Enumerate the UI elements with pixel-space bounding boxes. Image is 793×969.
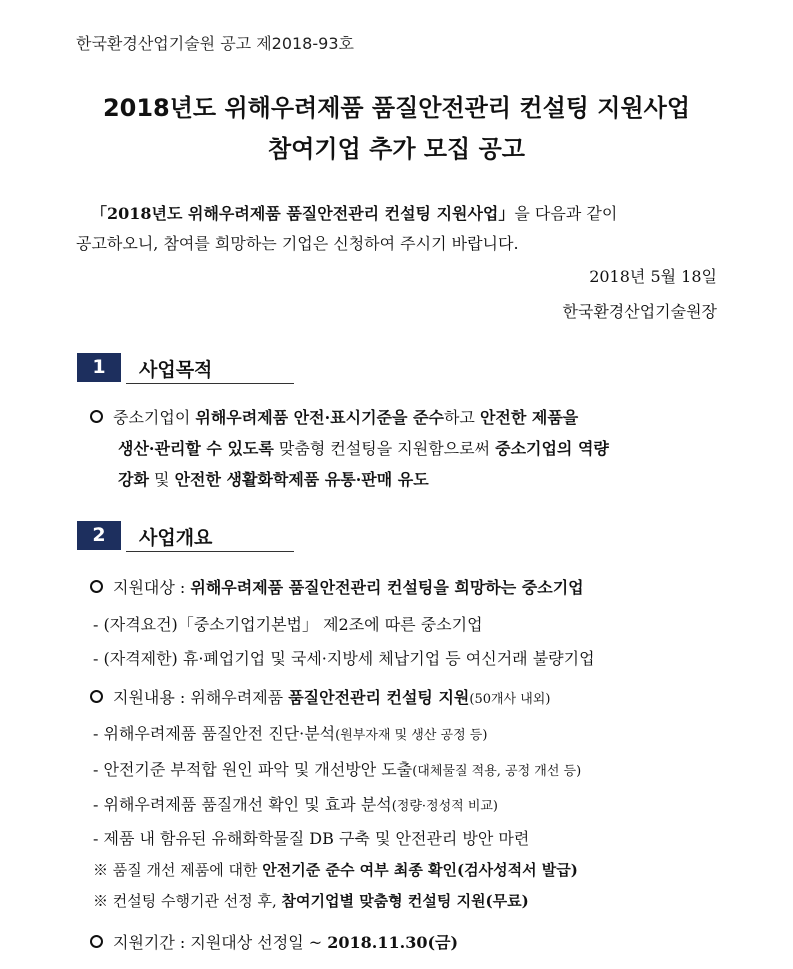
bullet-circle-icon	[90, 580, 103, 593]
purpose-line2	[118, 436, 609, 459]
notice-date: 2018년 5월 18일	[589, 267, 717, 286]
text-bold: 2018.11.30(금)	[327, 933, 459, 952]
text: 하고	[443, 408, 480, 427]
section2-underline	[126, 551, 294, 552]
text-bold: 참여기업별 맞춤형 컨설팅 지원(무료)	[281, 892, 529, 910]
text-small: (대체물질 적용, 공정 개선 등)	[412, 764, 582, 779]
text-bold: 위해우려제품 안전·표시기준을 준수	[195, 408, 444, 427]
bullet-circle-icon	[90, 410, 103, 423]
text-bold: 생산·관리할 수 있도록	[118, 439, 274, 458]
content-item-4: - 제품 내 함유된 유해화학물질 DB 구축 및 안전관리 방안 마련	[93, 829, 530, 848]
text: 지원기간 : 지원대상 선정일 ~	[113, 933, 328, 952]
text: ※ 컨설팅 수행기관 선정 후,	[93, 892, 282, 910]
text-bold: 위해우려제품 품질안전관리 컨설팅을 희망하는 중소기업	[190, 578, 584, 597]
eligibility-restriction: - (자격제한) 휴·폐업기업 및 국세·지방세 체납기업 등 여신거래 불량기업	[93, 649, 595, 668]
text-small: (50개사 내외)	[469, 692, 551, 707]
text-bold: 안전한 생활화학제품 유통·판매 유도	[174, 470, 429, 489]
program-name: 「2018년도 위해우려제품 품질안전관리 컨설팅 지원사업」	[91, 204, 515, 223]
text-bold: 안전기준 준수 여부 최종 확인(검사성적서 발급)	[262, 861, 578, 879]
text-small: (원부자재 및 생산 공정 등)	[335, 728, 488, 743]
bullet-circle-icon	[90, 690, 103, 703]
notice-number: 한국환경산업기술원 공고 제2018-93호	[76, 34, 354, 53]
document-title-line2: 참여기업 추가 모집 공고	[268, 135, 525, 163]
document-title-line1: 2018년도 위해우려제품 품질안전관리 컨설팅 지원사업	[102, 94, 691, 122]
support-target	[113, 575, 584, 598]
text: - 위해우려제품 품질개선 확인 및 효과 분석	[93, 795, 392, 814]
support-content	[113, 685, 550, 708]
text-bold: 강화	[118, 470, 149, 489]
content-item-1	[93, 721, 487, 744]
text: 및	[148, 470, 175, 489]
intro-line2: 공고하오니, 참여를 희망하는 기업은 신청하여 주시기 바랍니다.	[76, 234, 519, 253]
section2-title: 사업개요	[139, 527, 213, 549]
note-1	[93, 859, 578, 880]
purpose-line1	[113, 405, 578, 428]
section1-number-badge: 1	[77, 353, 121, 382]
intro-line1	[91, 201, 617, 224]
issuer: 한국환경산업기술원장	[562, 302, 717, 321]
support-period	[113, 930, 458, 953]
bullet-circle-icon	[90, 935, 103, 948]
text: ※ 품질 개선 제품에 대한	[93, 861, 263, 879]
section1-title: 사업목적	[139, 359, 213, 381]
text-small: (정량·정성적 비교)	[391, 799, 499, 814]
text: - 안전기준 부적합 원인 파악 및 개선방안 도출	[93, 760, 413, 779]
section2-number-badge: 2	[77, 521, 121, 550]
text: - 위해우려제품 품질안전 진단·분석	[93, 724, 336, 743]
text-bold: 안전한 제품을	[479, 408, 579, 427]
section1-underline	[126, 383, 294, 384]
text: 지원내용 : 위해우려제품	[113, 688, 289, 707]
purpose-line3	[118, 467, 429, 490]
content-item-3	[93, 792, 498, 815]
intro-line1-rest: 을 다음과 같이	[514, 204, 618, 223]
note-2	[93, 890, 529, 911]
text-bold: 품질안전관리 컨설팅 지원	[288, 688, 470, 707]
text: 중소기업이	[113, 408, 196, 427]
text: 지원대상 :	[113, 578, 191, 597]
text-bold: 중소기업의 역량	[495, 439, 609, 458]
text: 맞춤형 컨설팅을 지원함으로써	[273, 439, 496, 458]
eligibility-requirement: - (자격요건)「중소기업기본법」 제2조에 따른 중소기업	[93, 615, 483, 634]
content-item-2	[93, 757, 581, 780]
